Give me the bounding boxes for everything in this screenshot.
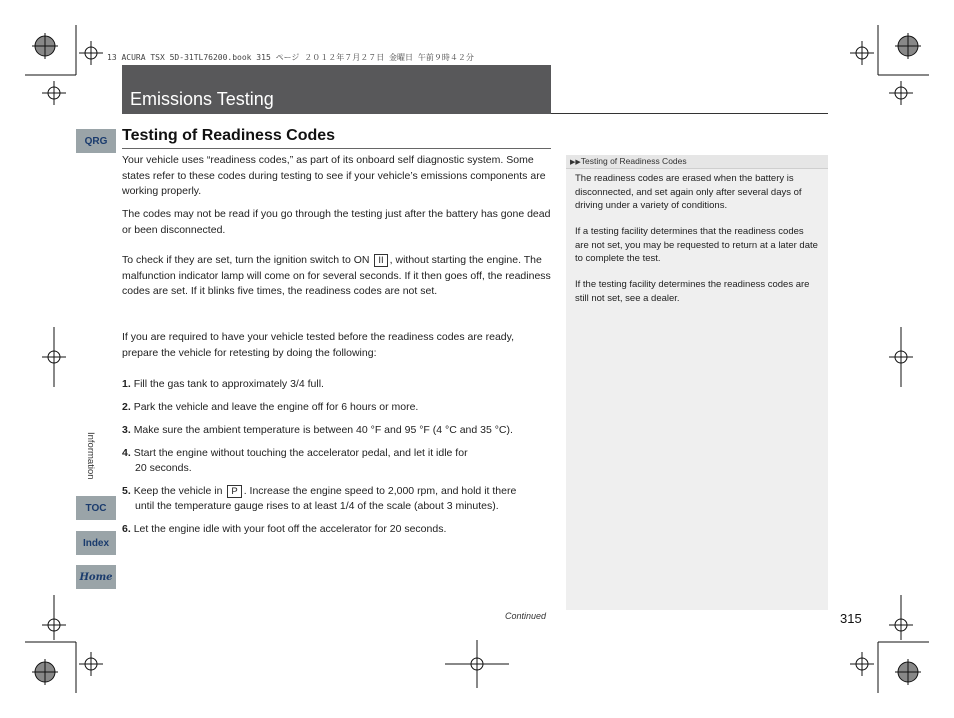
check-text-before: To check if they are set, turn the ignition switch to ON: [122, 254, 373, 266]
intro-paragraph: Your vehicle uses “readiness codes,” as part of its onboard self diagnostic system. Some states refer to these codes during testing to see if your vehicle’s emissions components are working properly.: [122, 154, 546, 197]
step-number: 3.: [122, 424, 131, 436]
list-item: [122, 484, 552, 514]
print-header: 13 ACURA TSX 5D-31TL76200.book 315 ページ ２０１２年７月２７日 金曜日 午前９時４２分: [107, 53, 474, 62]
ignition-on-key: II: [374, 254, 387, 267]
toc-tab[interactable]: TOC: [76, 496, 116, 520]
chapter-title: Emissions Testing: [130, 89, 274, 109]
step-number: 1.: [122, 378, 131, 390]
index-tab[interactable]: Index: [76, 531, 116, 555]
home-tab[interactable]: Home: [76, 565, 116, 589]
step-continuation: until the temperature gauge rises to at least 1/4 of the scale (about 3 minutes).: [135, 500, 499, 512]
step-number: 2.: [122, 401, 131, 413]
sidebar-paragraph: If the testing facility determines the readiness codes are still not set, see a dealer.: [575, 279, 810, 304]
sidebar-heading: [570, 156, 687, 166]
step-text: . Increase the engine speed to 2,000 rpm, and hold it there: [243, 485, 517, 497]
section-label: Information: [85, 432, 96, 480]
battery-paragraph: The codes may not be read if you go through the testing just after the battery has gone dead or been disconnected.: [122, 208, 551, 236]
section-rule: [122, 148, 551, 149]
sidebar-heading-text: Testing of Readiness Codes: [580, 156, 687, 166]
list-item: [122, 522, 552, 537]
title-rule: [551, 113, 828, 114]
reference-arrow-icon: ▶▶: [570, 159, 581, 166]
page-number: 315: [840, 611, 862, 626]
qrg-tab[interactable]: QRG: [76, 129, 116, 153]
step-text: Keep the vehicle in: [133, 485, 226, 497]
park-key: P: [227, 485, 241, 498]
section-title: Testing of Readiness Codes: [122, 127, 336, 144]
step-number: 6.: [122, 523, 131, 535]
prepare-paragraph: If you are required to have your vehicle tested before the readiness codes are ready, prepare the vehicle for retesting by doing the following:: [122, 331, 515, 359]
step-text: Park the vehicle and leave the engine off for 6 hours or more.: [133, 401, 419, 413]
step-number: 5.: [122, 485, 131, 497]
sidebar-panel: [566, 155, 828, 610]
sidebar-paragraph: The readiness codes are erased when the battery is disconnected, and set again only after several days of driving under a variety of conditions.: [575, 173, 802, 211]
step-text: Let the engine idle with your foot off the accelerator for 20 seconds.: [133, 523, 447, 535]
step-number: 4.: [122, 447, 131, 459]
step-text: Start the engine without touching the accelerator pedal, and let it idle for: [133, 447, 468, 459]
step-text: Make sure the ambient temperature is between 40 °F and 95 °F (4 °C and 35 °C).: [133, 424, 513, 436]
list-item: [122, 377, 552, 392]
sidebar-paragraph: If a testing facility determines that the readiness codes are not set, you may be requested to return at a later date to complete the test.: [575, 226, 818, 264]
check-text-after: , without starting the engine. The malfunction indicator lamp will come on for several seconds. If it then goes off, the readiness codes are set. If it blinks five times, the readiness codes are not set.: [122, 254, 551, 297]
check-paragraph: [122, 253, 552, 300]
list-item: [122, 400, 552, 415]
list-item: [122, 446, 552, 476]
step-text: Fill the gas tank to approximately 3/4 full.: [133, 378, 324, 390]
continued-label: Continued: [505, 611, 547, 621]
list-item: [122, 423, 552, 438]
step-continuation: 20 seconds.: [135, 462, 192, 474]
